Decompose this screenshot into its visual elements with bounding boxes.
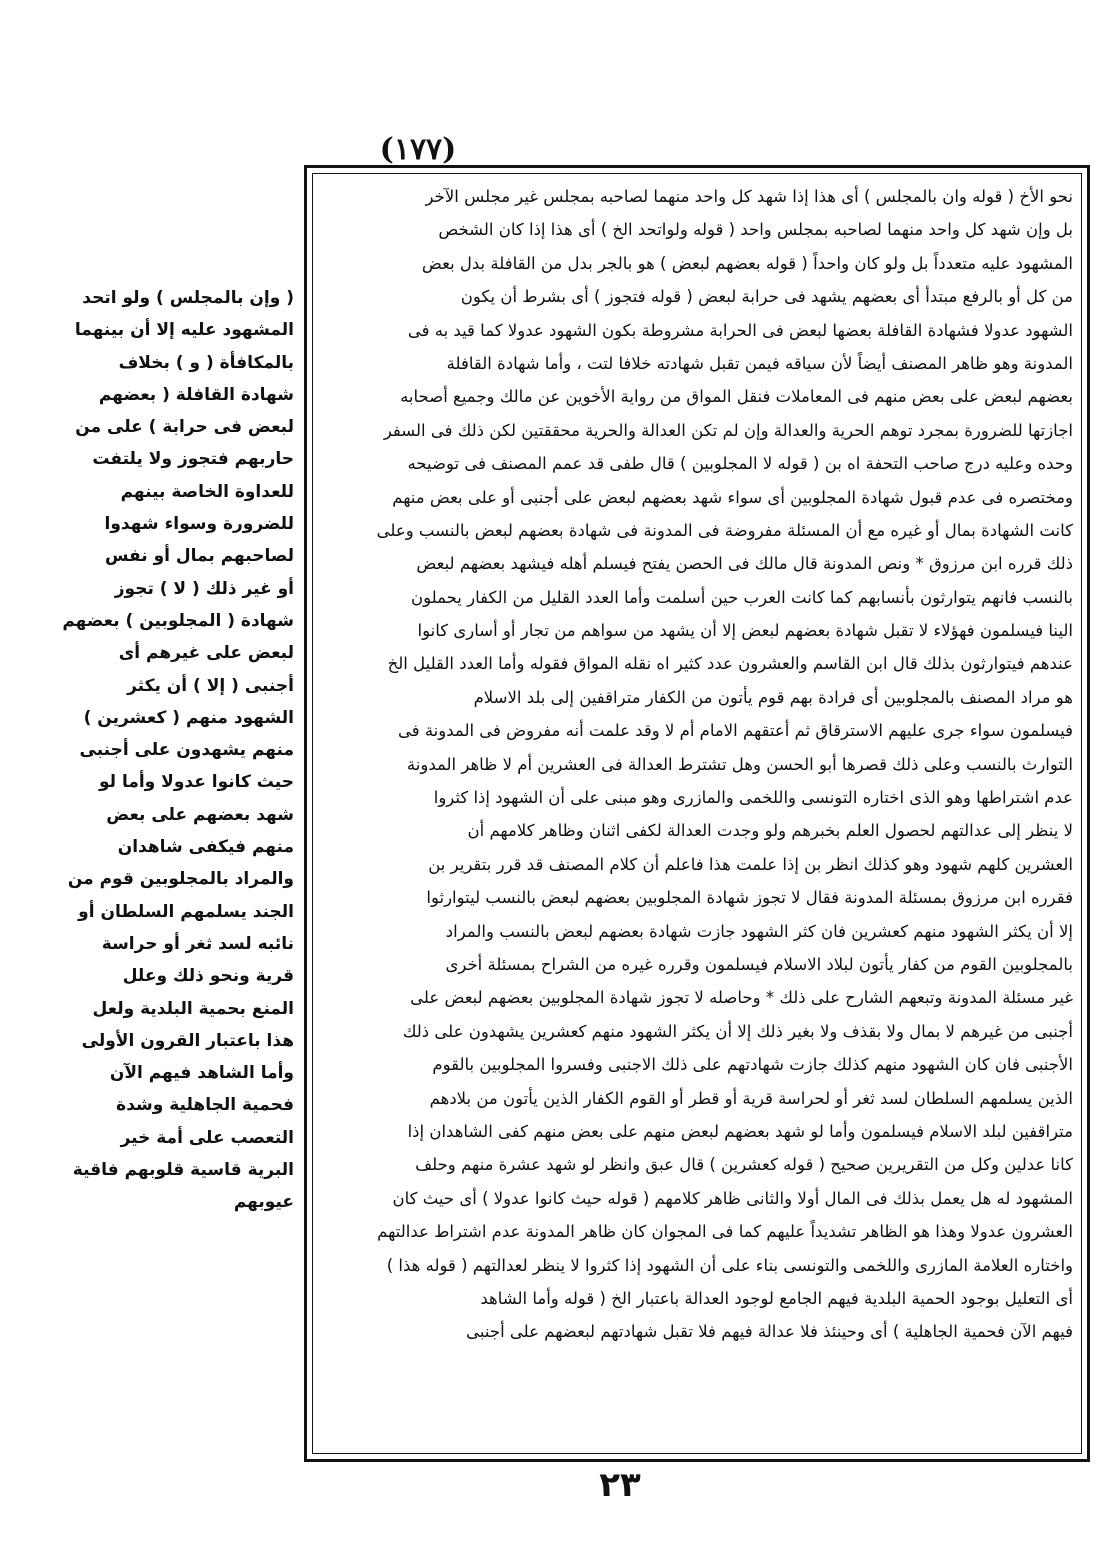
text-line: من كل أو بالرفع مبتدأ أى بعضهم يشهد فى حرابة لبعض ( قوله فتجوز ) أى بشرط أن يكون	[460, 287, 1073, 307]
margin-line: للعداوة الخاصة بينهم	[120, 481, 294, 502]
text-line: فقرره ابن مرزوق بمسئلة المدونة فقال لا تجوز شهادة المجلوبين بعضهم لبعض بالنسب ليتوارثوا	[426, 888, 1073, 908]
margin-line: لبعض على غيرهم أى	[118, 643, 294, 664]
margin-line: فحمية الجاهلية وشدة	[116, 1095, 294, 1116]
text-line: الذين يسلمهم السلطان لسد ثغر أو لحراسة قرية أو قطر أو القوم الكفار الذين يأتون من بلادهم	[429, 1088, 1073, 1108]
margin-line: لبعض فى حرابة ) على من	[75, 417, 294, 438]
text-line: المدونة وهو ظاهر المصنف أيضاً لأن سياقه فيمن تقبل شهادته خلافا لتت ، وأما شهادة القافلة	[446, 353, 1073, 373]
margin-line: منهم يشهدون على أجنبى	[79, 740, 294, 761]
text-line: التوارث بالنسب وعلى ذلك قصرها أبو الحسن وهل تشترط العدالة فى العشرين أم لا ظاهر المدونة	[406, 754, 1073, 774]
text-line: الينا فيسلمون فهؤلاء لا تقبل شهادة بعضهم لبعض إلا أن يشهد من سواهم من تجار أو أسارى كانوا	[417, 621, 1073, 641]
text-line: كانا عدلين وكل من التقريرين صحيح ( قوله كعشرين ) قال عبق وانظر لو شهد عشرة منهم وحلف	[415, 1155, 1073, 1175]
text-line: غير مسئلة المدونة وتبعهم الشارح على ذلك * وحاصله لا تجوز شهادة المجلوبين بعضهم لبعض على	[410, 988, 1073, 1008]
text-line: ذلك قرره ابن مرزوق * ونص المدونة قال مالك فى الحصن يفتح فيسلم أهله فيشهد بعضهم لبعض	[416, 554, 1073, 574]
text-line: واختاره العلامة المازرى واللخمى والتونسى بناء على أن الشهود إذا كثروا لا ينظر لعدالتهم ( قوله هذا )	[386, 1255, 1073, 1275]
text-line: بالنسب فانهم يتوارثون بأنسابهم كما كانت العرب حين أسلمت وأما العدد القليل من الكفار يحملون	[411, 587, 1073, 607]
text-line: أى التعليل بوجود الحمية البلدية فيهم الجامع لوجود العدالة باعتبار الخ ( قوله وأما الشاهد	[480, 1288, 1073, 1308]
margin-line: شهادة ( المجلوبين ) بعضهم	[62, 610, 294, 631]
signature-mark: ٢٣	[599, 1465, 641, 1505]
text-line: نحو الأخ ( قوله وان بالمجلس ) أى هذا إذا شهد كل واحد منهما لصاحبه بمجلس غير مجلس الآخر	[425, 187, 1073, 206]
text-line: فيهم الآن فحمية الجاهلية ) أى وحينئذ فلا عدالة فيهم فلا تقبل شهادتهم لبعضهم على أجنبى	[466, 1322, 1073, 1342]
text-line: بالمجلوبين القوم من كفار يأتون لبلاد الاسلام فيسلمون وقرره غيره من الشراح بمسئلة أخرى	[445, 954, 1073, 974]
main-text-frame	[304, 165, 1090, 1462]
margin-line: هذا باعتبار القرون الأولى	[81, 1030, 294, 1051]
text-line: ومختصره فى عدم قبول شهادة المجلوبين أى سواء شهد بعضهم لبعض على أجنبى أو على بعض منهم	[392, 487, 1073, 507]
text-line: كانت الشهادة بمال أو غيره مع أن المسئلة مفروضة فى المدونة فى شهادة بعضهم لبعض بالنسب وعلى	[376, 520, 1073, 540]
margin-line: الشهود منهم ( كعشرين )	[83, 707, 294, 728]
text-line: الأجنبى فان كان الشهود منهم كذلك جازت شهادتهم على ذلك الاجنبى وفسروا المجلوبين بالقوم	[432, 1055, 1073, 1075]
margin-line: أجنبى ( إلا ) أن يكثر	[127, 675, 294, 696]
margin-line: أو غير ذلك ( لا ) تجوز	[114, 578, 294, 599]
text-line: الشهود عدولا فشهادة القافلة بعضها لبعض فى الحرابة مشروطة بكون الشهود عدولا كما قيد به فى	[407, 320, 1073, 340]
text-line: هو مراد المصنف بالمجلوبين أى فرادة بهم قوم يأتون من الكفار متراقفين إلى بلد الاسلام	[473, 687, 1073, 707]
text-line: العشرين كلهم شهود وهو كذلك انظر بن إذا علمت هذا فاعلم أن كلام المصنف قد قرر بتقرير بن	[428, 854, 1073, 874]
margin-line: التعصب على أمة خير	[120, 1127, 294, 1148]
margin-line: منهم فيكفى شاهدان	[117, 837, 294, 858]
text-line: عندهم فيتوارثون بذلك قال ابن القاسم والعشرون عدد كثير اه نقله المواق فقوله وأما العدد القليل الخ	[387, 654, 1073, 674]
text-line: متراقفين لبلد الاسلام فيسلمون وأما لو شهد بعضهم لبعض منهم على بعض منهم كفى الشاهدان إذا	[407, 1121, 1073, 1141]
page-number: (١٧٧)	[379, 132, 457, 167]
margin-line: قرية ونحو ذلك وعلل	[122, 966, 294, 987]
margin-line: بالمكافأة ( و ) بخلاف	[118, 352, 294, 373]
text-line: لا ينظر إلى عدالتهم لحصول العلم بخبرهم ولو وجدت العدالة لكفى اثنان وظاهر كلامهم أن	[467, 821, 1073, 841]
margin-line: لصاحبهم بمال أو نفس	[105, 546, 294, 567]
margin-line: نائبه لسد ثغر أو حراسة	[101, 933, 294, 954]
margin-line: المشهود عليه إلا أن بينهما	[74, 320, 294, 341]
margin-line: المنع بحمية البلدية ولعل	[92, 998, 294, 1019]
margin-line: حيث كانوا عدولا وأما لو	[98, 772, 294, 793]
margin-line: الجند يسلمهم السلطان أو	[78, 901, 294, 922]
text-line: العشرون عدولا وهذا هو الظاهر تشديداً عليهم كما فى المجوان كان ظاهر المدونة عدم اشتراط عدالتهم	[377, 1222, 1073, 1242]
text-line: وحده وعليه درج صاحب التحفة اه بن ( قوله لا المجلوبين ) قال طفى قد عمم المصنف فى توضيحه	[407, 454, 1073, 474]
text-line: إلا أن يكثر الشهود منهم كعشرين فان كثر الشهود جازت شهادة بعضهم لبعض بالنسب والمراد	[445, 921, 1073, 941]
margin-line: البرية قاسية قلوبهم فاقية	[72, 1160, 294, 1181]
margin-line: شهد بعضهم على بعض	[106, 804, 294, 825]
text-line: المشهود له هل يعمل بذلك فى المال أولا والثانى ظاهر كلامهم ( قوله حيث كانوا عدولا ) أى حيث كان	[392, 1188, 1073, 1208]
margin-line: شهادة القافلة ( بعضهم	[98, 384, 294, 405]
margin-line: والمراد بالمجلوبين قوم من	[67, 869, 294, 890]
text-line: أجنبى من غيرهم لا بمال ولا بقذف ولا بغير ذلك إلا أن يكثر الشهود منهم كعشرين يشهدون على ذلك	[402, 1021, 1073, 1041]
text-line: بل وإن شهد كل واحد منهما لصاحبه بمجلس واحد ( قوله ولواتحد الخ ) أى هذا إذا كان الشخص	[438, 220, 1073, 240]
margin-line: عيوبهم	[233, 1192, 294, 1213]
text-line: اجازتها للضرورة بمجرد توهم الحرية والعدالة وإن لم تكن العدالة والحرية محققتين لكن ذلك فى السفر	[383, 420, 1073, 440]
margin-line: للضرورة وسواء شهدوا	[104, 514, 294, 535]
main-commentary	[321, 180, 1073, 1449]
text-line: بعضهم لبعض على بعض منهم فى المعاملات فنقل المواق من رواية الأخوين عن مالك وجميع أصحابه	[400, 387, 1073, 407]
margin-line: وأما الشاهد فيهم الآن	[109, 1063, 294, 1084]
margin-line: ( وإن بالمجلس ) ولو اتحد	[82, 288, 294, 308]
text-line: فيسلمون سواء جرى عليهم الاسترقاق ثم أعتقهم الامام أم لا وقد علمت أنه مفروض فى المدونة فى	[397, 721, 1073, 741]
margin-commentary	[14, 282, 294, 1282]
text-line: عدم اشتراطها وهو الذى اختاره التونسى واللخمى والمازرى وهو مبنى على أن الشهود إذا كثروا	[433, 788, 1073, 808]
text-line: المشهود عليه متعدداً بل ولو كان واحداً ( قوله بعضهم لبعض ) هو بالجر بدل من القافلة بدل بعض	[421, 253, 1073, 273]
margin-line: حاربهم فتجوز ولا يلتفت	[92, 449, 294, 470]
